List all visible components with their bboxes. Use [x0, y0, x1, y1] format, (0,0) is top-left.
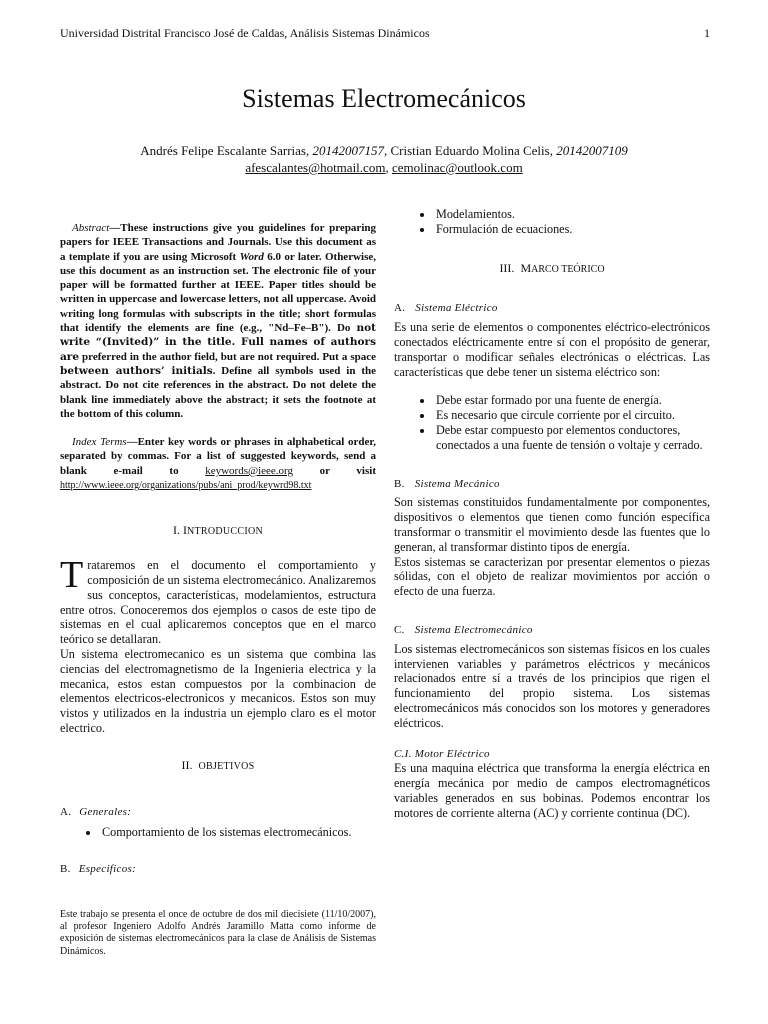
email-link-2[interactable]: cemolinac@outlook.com: [391, 160, 523, 175]
mechanical-system-text-1: Son sistemas constituidos fundamentalmente por componentes, dispositivos o elementos que tienen como función específica transformar o transmitir el movimiento desde las fuentes que lo generan, al transformar distinto tipos de energía.: [394, 495, 710, 554]
mechanical-system-text-2: Estos sistemas se caracterizan por presentar elementos o piezas sólidas, con el objeto de realizar movimientos por acción o efecto de una fuerza.: [394, 554, 710, 599]
intro-text-1: rataremos en el documento el comportamiento y composición de un sistema electromecánico. Analizaremos sus conceptos, características, modelamientos, estructura entre otros. Conoceremos dos ejemplos o casos de este tipo de sistemas en el cual aplicaremos conceptos que en el marco teórico se detallaran.: [60, 558, 376, 647]
subsection-2a-title: Generales:: [79, 805, 132, 818]
subsection-3b-label: B.: [394, 477, 405, 490]
subsection-3c1-heading: C.I. Motor Eléctrico: [394, 747, 490, 760]
email-line: [0, 159, 768, 176]
author1-name: Andrés Felipe Escalante Sarrias,: [140, 143, 313, 158]
list-item: • Debe estar compuesto por elementos conductores, conectados a una fuente de tensión o voltaje y cerrado.: [434, 423, 710, 453]
email-link-1[interactable]: afescalantes@hotmail.com: [245, 160, 386, 175]
author2-name: Cristian Eduardo Molina Celis,: [390, 143, 557, 158]
author-separator: ,: [383, 143, 391, 158]
index-terms: [60, 435, 376, 493]
section-2-heading: [60, 758, 376, 775]
author1-id: 20142007157: [312, 143, 384, 158]
section-1-title-first: I: [182, 523, 187, 538]
specific-objectives-list: [394, 207, 710, 237]
page-number: 1: [704, 26, 710, 40]
electric-motor-text: Es una maquina eléctrica que transforma la energía eléctrica en energía mecánica por medio de campos electromagnéticos variables generados en sus bobinas. Podemos encontrar los motores de corriente alterna (AC) y corriente continua (DC).: [394, 761, 710, 820]
subsection-3b-heading: [394, 477, 710, 492]
running-header: [60, 26, 710, 41]
keywords-url-link[interactable]: http://www.ieee.org/organizations/pubs/ani_prod/keywrd98.txt: [60, 480, 312, 492]
subsection-3a-title: Sistema Eléctrico: [415, 302, 498, 315]
abstract-text-b: 6.0 or later. Otherwise, use this document as an instruction set. The electronic file of your paper will be formatted further at IEEE. Paper titles should be written in uppercase and lowercase letters, not all uppercase. Avoid writing long formulas with subscripts in the title; short formulas that identify the elements are fine (e.g., "Nd–Fe–B"). Do: [60, 250, 376, 335]
intro-paragraph-2: Un sistema electromecanico es un sistema que combina las ciencias del electromagnetismo de la Ingenieria electrica y la mecanica, estos estan compuestos por la combinacion de elementos electricos-electronicos y mecanicos. Estos son muy vistos y utilizados en la industria un ejemplo claro es el motor electrico.: [60, 646, 376, 735]
index-terms-text2: or visit: [293, 464, 376, 477]
subsection-3b-title: Sistema Mecánico: [414, 477, 500, 490]
running-title: Universidad Distrital Francisco José de Caldas, Análisis Sistemas Dinámicos: [60, 26, 430, 40]
list-item: • Modelamientos.: [434, 207, 710, 222]
subsection-2a-label: A.: [60, 805, 72, 818]
index-terms-lead: Index Terms: [72, 436, 127, 449]
list-item: • Formulación de ecuaciones.: [434, 222, 710, 237]
electromechanical-system-text: Los sistemas electromecánicos son sistemas físicos en los cuales intervienen variables y parámetros eléctricos y mecánicos relacionados entre sí a través de los principios que rigen el funcionamiento del propio sistema. Los sistemas electromecánicos más conocidos son los motores y generadores eléctricos.: [394, 641, 710, 730]
section-3-title-rest: ARCO TEÓRICO: [531, 263, 605, 275]
index-terms-text: Enter key words or phrases in alphabetical order, separated by commas. For a list of suggested keywords, send a blank e-mail to: [60, 436, 376, 477]
footnote: Este trabajo se presenta el once de octubre de dos mil diecisiete (11/10/2007), al profesor Ingeniero Adolfo Andrés Jaramillo Matta como informe de exposición de sistemas electromecánicos para la clase de Análisis de Sistemas Dinámicos.: [60, 909, 376, 957]
section-3-title-first: M: [520, 260, 532, 275]
right-column: [394, 207, 710, 821]
section-1-title-rest: NTRODUCCION: [186, 526, 264, 538]
abstract-lead: Abstract: [72, 222, 110, 234]
drop-cap: T: [60, 554, 84, 597]
subsection-3a-label: A.: [394, 302, 406, 315]
author-line: [0, 142, 768, 159]
section-2-numeral: II.: [181, 757, 193, 772]
left-column: [60, 210, 376, 883]
subsection-3a-heading: [394, 301, 710, 316]
section-3-heading: [394, 261, 710, 278]
subsection-3c-label: C.: [394, 623, 405, 636]
abstract-dash: —: [109, 222, 121, 234]
index-terms-dash: —: [126, 436, 138, 449]
electrical-system-list: [394, 393, 710, 452]
keywords-email-link[interactable]: keywords@ieee.org: [205, 464, 294, 477]
subsection-2b-label: B.: [60, 863, 71, 876]
section-1-heading: [60, 523, 376, 540]
general-objectives-list: [60, 825, 376, 840]
list-item: • Debe estar formado por una fuente de energía.: [434, 393, 710, 408]
electrical-system-text: Es una serie de elementos o componentes eléctrico-electrónicos conectados eléctricamente entre sí con el propósito de generar, transportar o modificar señales electrónicas o eléctricas. Las características que debe tener un sistema eléctrico son:: [394, 320, 710, 379]
section-2-title: OBJETIVOS: [198, 760, 255, 772]
abstract-text-e: between authors’ initials: [60, 364, 213, 377]
author2-id: 20142007109: [556, 143, 628, 158]
abstract-text-a: These instructions give you guidelines for preparing papers for IEEE Transactions and Journals. Use this document as a template if you are using Microsoft: [60, 222, 376, 263]
subsection-3c-heading: [394, 623, 710, 638]
list-item: • Es necesario que circule corriente por el circuito.: [434, 408, 710, 423]
abstract: [60, 221, 376, 421]
author-block: [0, 142, 768, 176]
paper-title: Sistemas Electromecánicos: [242, 84, 526, 113]
intro-paragraph-1: [60, 554, 376, 647]
section-1-numeral: I.: [172, 523, 180, 538]
subsection-2b-title: Especificos:: [78, 863, 137, 876]
section-3-numeral: III.: [499, 260, 515, 275]
abstract-text-f: . Define all symbols used in the abstract. Do not cite references in the abstract. Do not delete the blank line immediately above the abstract; it sets the footnote at the bottom of this column.: [60, 364, 376, 420]
list-item: • Comportamiento de los sistemas electromecánicos.: [100, 825, 376, 840]
abstract-text-d: preferred in the author field, but are not required. Put a space: [79, 350, 376, 363]
email-separator: ,: [385, 160, 392, 175]
subsection-3c-title: Sistema Electromecánico: [414, 623, 533, 636]
subsection-2b-heading: [60, 862, 376, 877]
abstract-word: Word: [239, 250, 264, 263]
abstract-text-c: not write “(Invited)” in the title. Full names of authors are: [60, 322, 376, 363]
subsection-2a-heading: [60, 805, 376, 820]
